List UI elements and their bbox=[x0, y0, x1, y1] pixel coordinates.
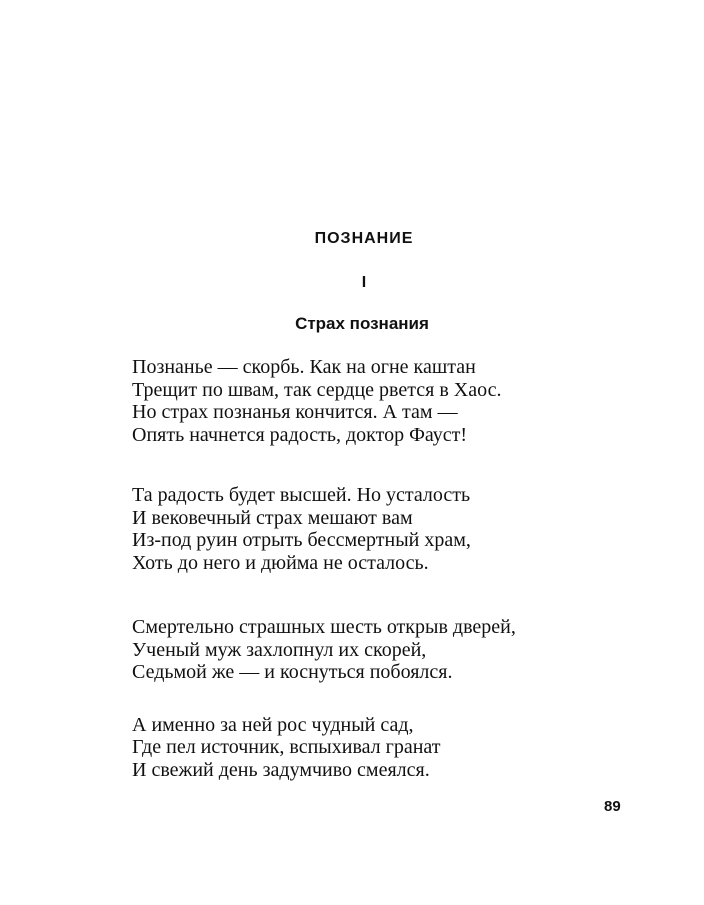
poem-line: Где пел источник, вспыхивал гранат bbox=[132, 736, 441, 758]
poem-line: Смертельно страшных шесть открыв дверей, bbox=[132, 616, 516, 638]
stanza-4 bbox=[132, 714, 652, 782]
stanza-1 bbox=[132, 356, 652, 446]
page-number: 89 bbox=[604, 798, 621, 815]
poem-line: И вековечный страх мешают вам bbox=[132, 506, 413, 529]
poem-line: Опять начнется радость, доктор Фауст! bbox=[132, 423, 468, 446]
poem-line: Ученый муж захлопнул их скорей, bbox=[132, 638, 427, 661]
poem-line: Познанье — скорбь. Как на огне каштан bbox=[132, 356, 476, 378]
page-title: ПОЗНАНИЕ bbox=[314, 230, 414, 247]
poem-line: Но страх познанья кончится. А там — bbox=[132, 401, 458, 423]
poem-line: Из-под руин отрыть бессмертный храм, bbox=[132, 529, 471, 551]
section-numeral: I bbox=[361, 274, 367, 291]
stanza-3 bbox=[132, 616, 652, 684]
poem-subtitle: Страх познания bbox=[295, 314, 429, 333]
poem-line: Та радость будет высшей. Но усталость bbox=[132, 484, 471, 506]
poem-line: Седьмой же — и коснуться побоялся. bbox=[132, 661, 453, 683]
poem-line: А именно за ней рос чудный сад, bbox=[132, 713, 414, 736]
poem-line: Хоть до него и дюйма не осталось. bbox=[132, 551, 429, 574]
stanza-2 bbox=[132, 484, 652, 574]
poem-body bbox=[132, 356, 652, 781]
poem-line: И свежий день задумчиво смеялся. bbox=[132, 758, 430, 781]
poem-line: Трещит по швам, так сердце рвется в Хаос. bbox=[132, 378, 502, 401]
